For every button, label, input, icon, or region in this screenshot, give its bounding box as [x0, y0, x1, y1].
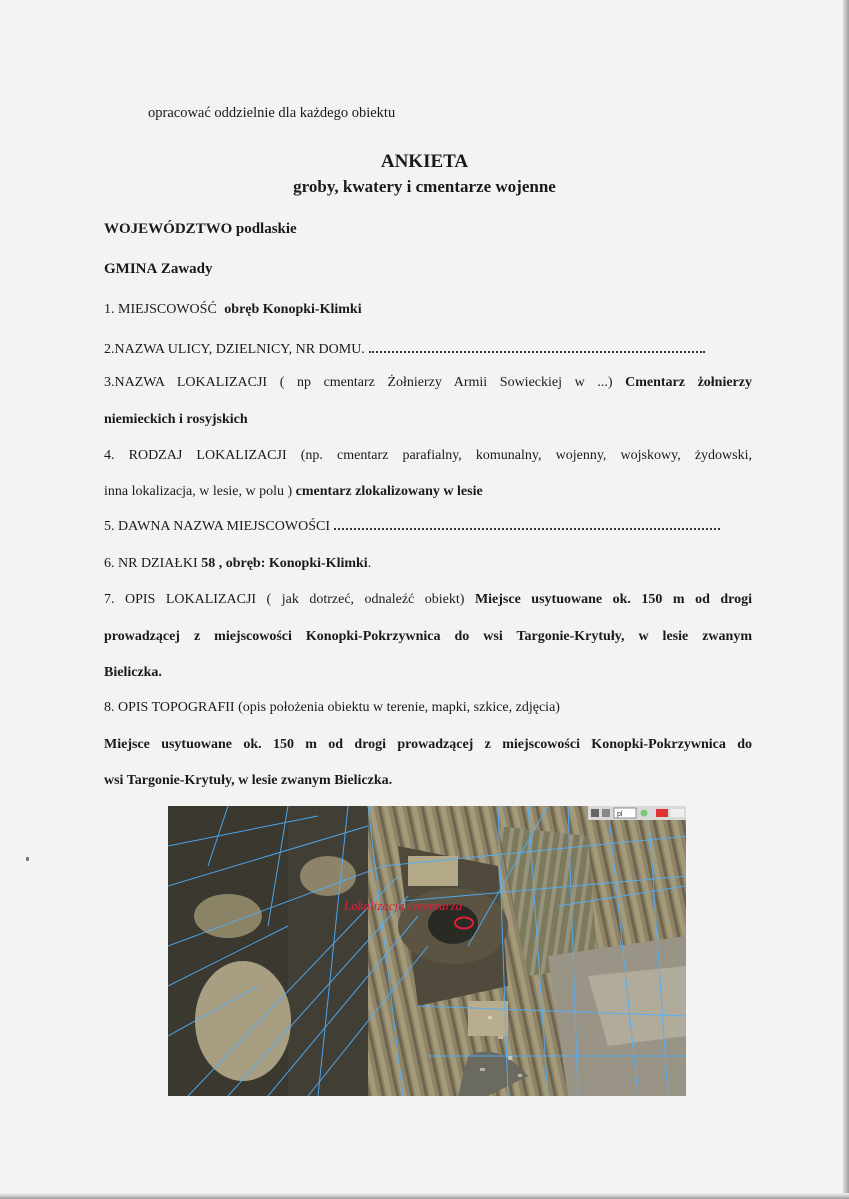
- q3-line-1: [104, 375, 752, 391]
- q1-value: obręb Konopki-Klimki: [224, 302, 362, 317]
- q7-value-1: Miejsce usytuowane ok. 150 m od drogi: [474, 592, 752, 607]
- q2-label: 2.NAZWA ULICY, DZIELNICY, NR DOMU.: [104, 342, 365, 357]
- q2-line: [104, 342, 752, 358]
- q5-label: 5. DAWNA NAZWA MIEJSCOWOŚCI: [104, 519, 330, 534]
- q7-label: 7. OPIS LOKALIZACJI ( jak dotrzeć, odnaleźć obiekt): [104, 592, 465, 607]
- scan-edge-bottom: [0, 1193, 849, 1199]
- scan-speck: [26, 857, 29, 861]
- map-toolbar-select-text: pl: [617, 811, 623, 818]
- document-subtitle: groby, kwatery i cmentarze wojenne: [293, 177, 556, 196]
- q5-line: [104, 519, 752, 535]
- q7-line-1: [104, 592, 752, 608]
- q4-line-2: [104, 484, 752, 500]
- document-title: ANKIETA: [380, 151, 469, 172]
- q7-value-3: Bieliczka.: [104, 665, 162, 680]
- q8-label: 8. OPIS TOPOGRAFII (opis położenia obiektu w terenie, mapki, szkice, zdjęcia): [104, 700, 560, 715]
- q2-blank-dots: [369, 349, 705, 353]
- q4-value: cmentarz zlokalizowany w lesie: [295, 484, 483, 499]
- q5-blank-dots: [334, 526, 720, 530]
- q4-label-1: 4. RODZAJ LOKALIZACJI (np. cmentarz parafialny, komunalny, wojenny, wojskowy, żydowski,: [104, 448, 752, 463]
- q1-line: [104, 302, 752, 318]
- q6-value: 58 , obręb: Konopki-Klimki: [201, 556, 368, 571]
- gmina-label: GMINA: [104, 261, 158, 277]
- q1-label: 1. MIEJSCOWOŚĆ: [104, 302, 217, 317]
- q3-value-1: Cmentarz żołnierzy: [625, 375, 752, 390]
- q8-value-2: wsi Targonie-Krytuły, w lesie zwanym Bieliczka.: [104, 773, 393, 788]
- map-location-label: Lokalizacja cmentarza: [344, 898, 463, 913]
- header-note: opracować oddzielnie dla każdego obiektu: [148, 105, 396, 121]
- satellite-map-image: [168, 806, 686, 1096]
- q3-value-2: niemieckich i rosyjskich: [104, 412, 248, 427]
- q4-label-2: inna lokalizacja, w lesie, w polu ): [104, 484, 293, 499]
- q7-value-2: prowadzącej z miejscowości Konopki-Pokrzywnica do wsi Targonie-Krytuły, w lesie zwanym: [104, 629, 752, 644]
- wojewodztwo-value: podlaskie: [235, 221, 297, 237]
- gmina-value: Zawady: [160, 261, 213, 277]
- q6-suffix: .: [367, 556, 372, 571]
- q6-line: [104, 556, 752, 572]
- gmina-line: [104, 261, 752, 278]
- wojewodztwo-label: WOJEWÓDZTWO: [104, 221, 233, 237]
- q6-label: 6. NR DZIAŁKI: [104, 556, 198, 571]
- q8-value-1: Miejsce usytuowane ok. 150 m od drogi prowadzącej z miejscowości Konopki-Pokrzywnica do: [104, 737, 752, 752]
- wojewodztwo-line: [104, 221, 752, 238]
- q3-label: 3.NAZWA LOKALIZACJI ( np cmentarz Żołnierzy Armii Sowieckiej w ...): [104, 375, 613, 390]
